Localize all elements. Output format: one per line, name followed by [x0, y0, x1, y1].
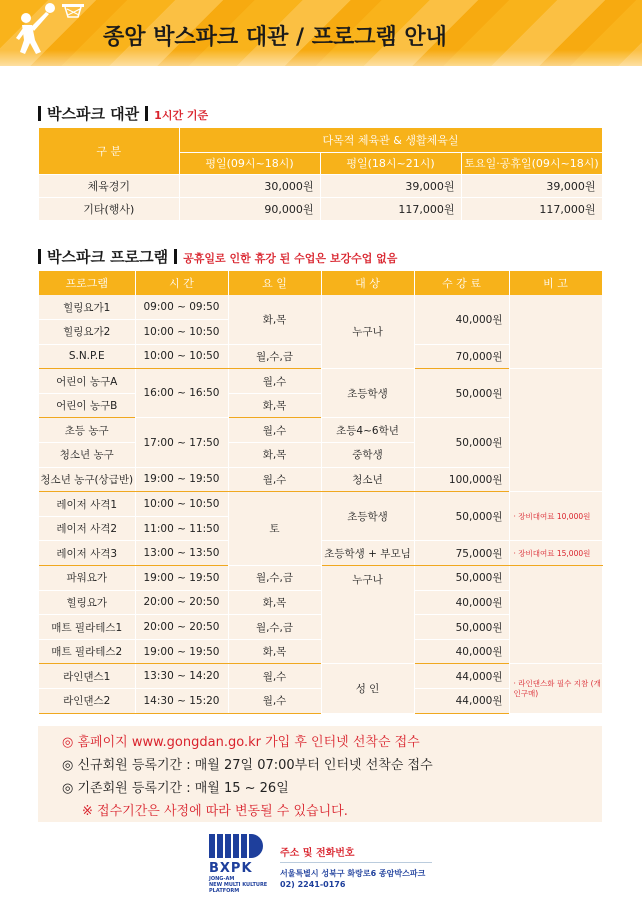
program-fee: 44,000원 — [414, 689, 509, 714]
program-days: 화,목 — [228, 639, 321, 664]
program-time: 19:00 ~ 19:50 — [135, 639, 228, 664]
program-name: 어린이 농구A — [39, 369, 135, 394]
program-time: 17:00 ~ 17:50 — [135, 418, 228, 467]
program-days: 화,목 — [228, 295, 321, 344]
period-header: 평일(09시~18시) — [179, 152, 320, 174]
program-name: 파워요가 — [39, 566, 135, 591]
program-time: 13:00 ~ 13:50 — [135, 541, 228, 566]
rental-price: 30,000원 — [179, 174, 320, 197]
program-days: 월,수,금 — [228, 615, 321, 640]
program-name: 초등 농구 — [39, 418, 135, 443]
rental-row-name: 체육경기 — [39, 174, 179, 197]
program-days: 월,수 — [228, 664, 321, 689]
rental-price: 117,000원 — [461, 197, 602, 220]
program-target: 초등학생 — [321, 369, 414, 418]
contact-title: 주소 및 전화번호 — [280, 848, 355, 859]
program-table — [39, 271, 603, 714]
program-days: 월,수 — [228, 369, 321, 394]
program-name: 레이저 사격1 — [39, 492, 135, 517]
program-fee: 40,000원 — [414, 295, 509, 344]
program-time: 09:00 ~ 09:50 — [135, 295, 228, 320]
col-header-fee: 수 강 료 — [414, 271, 509, 295]
program-fee: 75,000원 — [414, 541, 509, 566]
program-remark — [509, 369, 602, 492]
logo-subtitle: JONG-AM NEW MULTI KULTURE PLATFORM — [209, 876, 268, 894]
rental-price: 117,000원 — [320, 197, 461, 220]
col-header-days: 요 일 — [228, 271, 321, 295]
program-fee: 40,000원 — [414, 639, 509, 664]
program-name: 레이저 사격2 — [39, 516, 135, 541]
program-fee: 50,000원 — [414, 615, 509, 640]
program-target: 초등학생 + 부모님 — [321, 541, 414, 566]
program-days: 화,목 — [228, 393, 321, 418]
program-time: 14:30 ~ 15:20 — [135, 689, 228, 714]
rental-group-header: 다목적 체육관 & 생활체육실 — [179, 128, 602, 152]
period-header: 토요일·공휴일(09시~18시) — [461, 152, 602, 174]
program-target: 초등4~6학년 — [321, 418, 414, 443]
rental-price: 39,000원 — [320, 174, 461, 197]
program-target: 누구나 — [321, 295, 414, 369]
program-section-title: 박스파크 프로그램 공휴일로 인한 휴강 된 수업은 보강수업 없음 — [38, 246, 397, 267]
notice-new-member: ◎ 신규회원 등록기간 : 매월 27일 07:00부터 인터넷 선착순 접수 — [62, 758, 433, 773]
program-remark: · 장비대여료 10,000원 — [509, 492, 602, 541]
notice-homepage: ◎ 홈페이지 www.gongdan.go.kr 가입 후 인터넷 선착순 접수 — [62, 735, 420, 750]
program-name: 매트 필라테스2 — [39, 639, 135, 664]
program-remark: · 장비대여료 15,000원 — [509, 541, 602, 566]
program-remark: · 라인댄스화 필수 지참 (개인구매) — [509, 664, 602, 713]
col-header-program: 프로그램 — [39, 271, 135, 295]
program-name: 청소년 농구(상급반) — [39, 467, 135, 492]
program-name: S.N.P.E — [39, 344, 135, 369]
program-time: 20:00 ~ 20:50 — [135, 590, 228, 615]
program-fee: 40,000원 — [414, 590, 509, 615]
program-time: 10:00 ~ 10:50 — [135, 344, 228, 369]
rental-price: 90,000원 — [179, 197, 320, 220]
logo-text: BXPK — [209, 861, 253, 876]
program-days: 월,수,금 — [228, 344, 321, 369]
program-target: 성 인 — [321, 664, 414, 713]
program-days: 화,목 — [228, 590, 321, 615]
program-days: 월,수 — [228, 689, 321, 714]
program-target: 중학생 — [321, 443, 414, 468]
program-fee: 50,000원 — [414, 369, 509, 418]
rental-row-name: 기타(행사) — [39, 197, 179, 220]
program-fee: 50,000원 — [414, 418, 509, 467]
program-time: 19:00 ~ 19:50 — [135, 467, 228, 492]
header-banner — [0, 0, 642, 66]
program-name: 매트 필라테스1 — [39, 615, 135, 640]
program-time: 13:30 ~ 14:20 — [135, 664, 228, 689]
bxpk-logo — [207, 834, 277, 904]
address-text: 서울특별시 성북구 화랑로6 종암박스파크 — [280, 869, 426, 878]
registration-notice — [38, 726, 602, 822]
program-name: 힐링요가1 — [39, 295, 135, 320]
program-target: 초등학생 — [321, 492, 414, 541]
program-name: 라인댄스1 — [39, 664, 135, 689]
rental-col-category: 구 분 — [39, 128, 179, 174]
program-name: 라인댄스2 — [39, 689, 135, 714]
rental-section-title: 박스파크 대관 1시간 기준 — [38, 103, 208, 124]
rental-price: 39,000원 — [461, 174, 602, 197]
program-days: 토 — [228, 492, 321, 566]
phone-text: 02) 2241-0176 — [280, 880, 346, 889]
program-time: 19:00 ~ 19:50 — [135, 566, 228, 591]
program-fee: 100,000원 — [414, 467, 509, 492]
program-remark — [509, 566, 602, 664]
page-title: 종암 박스파크 대관 / 프로그램 안내 — [103, 25, 447, 50]
program-name: 청소년 농구 — [39, 443, 135, 468]
col-header-remark: 비 고 — [509, 271, 602, 295]
program-target: 누구나 — [321, 566, 414, 664]
program-name: 어린이 농구B — [39, 393, 135, 418]
divider — [280, 862, 432, 863]
program-remark — [509, 295, 602, 369]
program-days: 월,수,금 — [228, 566, 321, 591]
program-days: 월,수 — [228, 418, 321, 443]
program-days: 화,목 — [228, 443, 321, 468]
period-header: 평일(18시~21시) — [320, 152, 461, 174]
program-target: 청소년 — [321, 467, 414, 492]
program-note: 공휴일로 인한 휴강 된 수업은 보강수업 없음 — [183, 252, 398, 265]
program-name: 힐링요가 — [39, 590, 135, 615]
col-header-time: 시 간 — [135, 271, 228, 295]
program-name: 힐링요가2 — [39, 320, 135, 345]
program-days: 월,수 — [228, 467, 321, 492]
rental-note: 1시간 기준 — [154, 109, 209, 122]
rental-table — [39, 128, 603, 221]
program-fee: 50,000원 — [414, 566, 509, 591]
program-time: 10:00 ~ 10:50 — [135, 492, 228, 517]
program-name: 레이저 사격3 — [39, 541, 135, 566]
program-time: 16:00 ~ 16:50 — [135, 369, 228, 418]
program-fee: 70,000원 — [414, 344, 509, 369]
program-time: 10:00 ~ 10:50 — [135, 320, 228, 345]
notice-existing-member: ◎ 기존회원 등록기간 : 매월 15 ~ 26일 — [62, 781, 289, 796]
program-fee: 50,000원 — [414, 492, 509, 541]
program-fee: 44,000원 — [414, 664, 509, 689]
program-time: 11:00 ~ 11:50 — [135, 516, 228, 541]
program-time: 20:00 ~ 20:50 — [135, 615, 228, 640]
col-header-target: 대 상 — [321, 271, 414, 295]
notice-warning: ※ 접수기간은 사정에 따라 변동될 수 있습니다. — [82, 804, 348, 819]
